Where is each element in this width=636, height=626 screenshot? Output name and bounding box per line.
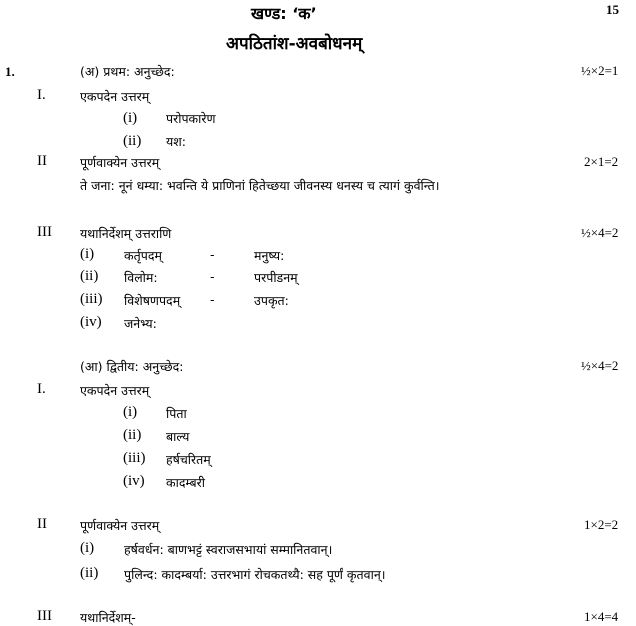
list-item-number: (i) (80, 246, 95, 262)
part-a-II-heading: पूर्णवाक्येन उत्तरम् (80, 155, 160, 170)
list-item-text: परोपकारेण (166, 111, 216, 126)
part-b-heading: (आ) द्वितीय: अनुच्छेद: (80, 359, 184, 374)
list-item-number: (iii) (80, 291, 103, 307)
part-a-II-answer: ते जना: नूनं धम्या: भवन्ति ये प्राणिनां हितेच्छया जीवनस्य धनस्य च त्यागं कुर्वन्ति। (80, 178, 440, 193)
list-item-number: (i) (80, 540, 95, 556)
section-title: खण्ड: ‘क’ (251, 4, 317, 23)
list-item-text: यश: (166, 134, 186, 149)
part-a-III-label: III (37, 224, 52, 240)
list-item-text: बाल्य (166, 429, 190, 444)
part-b-III-heading: यथानिर्देशम्- (80, 610, 136, 625)
list-item-text: कादम्बरी (166, 475, 206, 490)
part-a-III-marks: ½×4=2 (581, 225, 619, 240)
term-text: कर्तृपदम् (124, 248, 162, 263)
dash: - (210, 269, 215, 284)
question-number: 1. (5, 64, 15, 79)
list-item-number: (ii) (80, 565, 99, 581)
part-b-I-label: I. (37, 381, 46, 397)
section-subtitle: अपठितांश-अवबोधनम् (226, 34, 363, 54)
term-text: जनेभ्य: (124, 316, 157, 331)
part-b-I-heading: एकपदेन उत्तरम् (80, 383, 150, 398)
part-b-II-heading: पूर्णवाक्येन उत्तरम् (80, 518, 160, 533)
term-text: विलोम: (124, 270, 158, 285)
part-a-marks: ½×2=1 (581, 63, 619, 78)
answer-text: परपीडनम् (254, 270, 298, 285)
answer-text: पुलिन्द: कादम्बर्या: उत्तरभागं रोचकतथ्यै: सह पूर्णं कृतवान्। (124, 567, 386, 582)
list-item-number: (ii) (123, 427, 142, 443)
list-item-number: (ii) (80, 268, 99, 284)
answer-text: मनुष्य: (254, 248, 285, 263)
part-a-II-label: II (37, 153, 47, 169)
list-item-number: (ii) (123, 133, 142, 149)
answer-text: हर्षवर्धन: बाणभट्टं स्वराजसभायां सम्मानितवान्। (124, 542, 333, 557)
part-b-II-marks: 1×2=2 (584, 517, 619, 532)
part-a-heading: (अ) प्रथम: अनुच्छेद: (80, 64, 175, 79)
list-item-number: (iv) (123, 473, 145, 489)
part-b-III-marks: 1×4=4 (584, 609, 619, 624)
dash: - (210, 292, 215, 307)
part-a-I-heading: एकपदेन उत्तरम् (80, 89, 150, 104)
part-a-I-label: I. (37, 87, 46, 103)
list-item-number: (iii) (123, 450, 146, 466)
list-item-number: (i) (123, 110, 138, 126)
part-a-III-heading: यथानिर्देशम् उत्तराणि (80, 226, 172, 241)
answer-text: उपकृत: (254, 293, 289, 308)
part-a-II-marks: 2×1=2 (584, 154, 619, 169)
page-number: 15 (606, 2, 619, 17)
list-item-number: (iv) (80, 314, 102, 330)
part-b-III-label: III (37, 608, 52, 624)
list-item-text: हर्षचरितम् (166, 452, 211, 467)
part-b-marks: ½×4=2 (581, 358, 619, 373)
dash: - (210, 247, 215, 262)
part-b-II-label: II (37, 516, 47, 532)
list-item-text: पिता (166, 406, 187, 421)
list-item-number: (i) (123, 404, 138, 420)
term-text: विशेषणपदम् (124, 293, 181, 308)
